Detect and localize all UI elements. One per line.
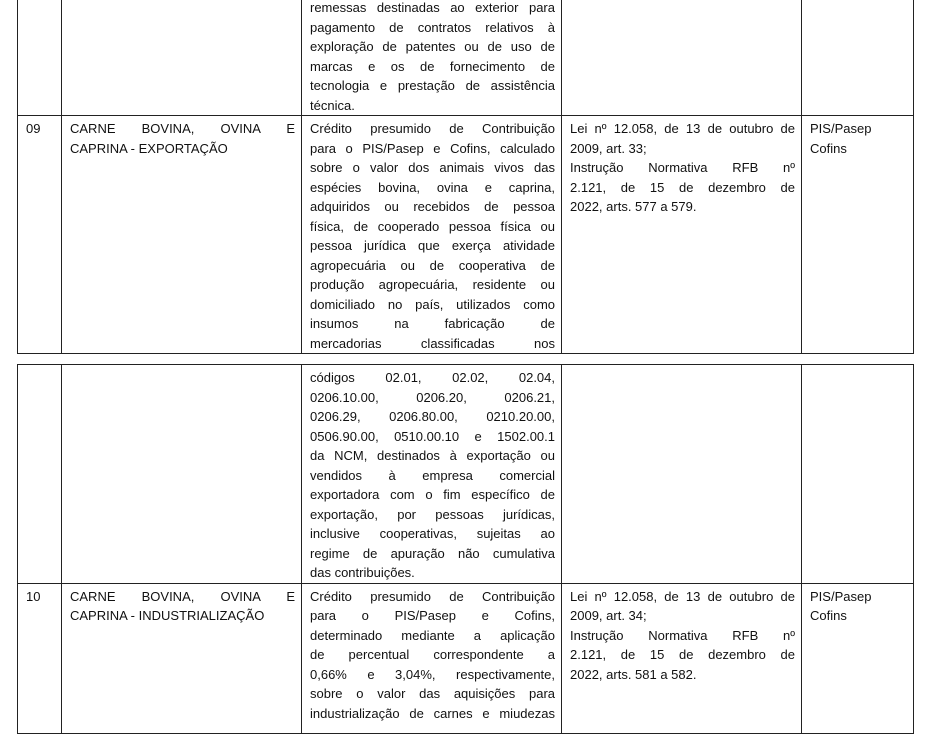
description-line: determinado mediante a aplicação: [310, 627, 555, 643]
legal-line: 2.121, de 15 de dezembro de: [570, 647, 795, 662]
product-cell: [62, 365, 302, 584]
description-line: agropecuária ou de cooperativa de: [310, 257, 555, 273]
description-line: 0,66% e 3,04%, respectivamente,: [310, 666, 555, 682]
table-row: [18, 583, 914, 733]
table-row: [18, 0, 914, 116]
description-line: exploração de patentes ou de uso de: [310, 39, 555, 54]
description-line: sobre o valor dos animais vivos das: [310, 160, 555, 175]
row-number: [18, 583, 62, 733]
tax-line: Cofins: [810, 608, 847, 623]
description-line: remessas destinadas ao exterior para: [310, 0, 555, 15]
legal-line: Instrução Normativa RFB nº: [570, 160, 795, 175]
description-cell: [302, 116, 562, 354]
description-line: pessoa jurídica que exerça atividade: [310, 238, 555, 253]
row-number-text: 10: [26, 588, 41, 604]
legal-line: Lei nº 12.058, de 13 de outubro de: [570, 121, 795, 136]
description-line: Crédito presumido de Contribuição: [310, 588, 555, 604]
product-line: CARNE BOVINA, OVINA E: [70, 588, 295, 604]
legal-line: 2.121, de 15 de dezembro de: [570, 179, 795, 195]
description-line: para o PIS/Pasep e Cofins, calculado: [310, 140, 555, 156]
description-line: espécies bovina, ovina e caprina,: [310, 179, 555, 195]
description-line: técnica.: [310, 97, 355, 113]
taxes-cell: [802, 0, 914, 116]
legal-line: 2022, arts. 581 a 582.: [570, 666, 697, 682]
tax-benefits-table-page-1: [17, 0, 914, 354]
description-line: exportação, por pessoas jurídicas,: [310, 506, 555, 522]
description-cell: [302, 0, 562, 116]
number-cell: [18, 0, 62, 116]
description-line: de percentual correspondente a: [310, 647, 555, 662]
description-line: sobre o valor das aquisições para: [310, 686, 555, 701]
product-cell: [62, 116, 302, 354]
description-line: códigos 02.01, 02.02, 02.04,: [310, 370, 555, 385]
description-line: adquiridos ou recebidos de pessoa: [310, 199, 555, 214]
table-row: [18, 365, 914, 584]
description-line: inclusive cooperativas, sujeitas ao: [310, 526, 555, 541]
product-line: CARNE BOVINA, OVINA E: [70, 121, 295, 136]
legal-basis-cell: [562, 365, 802, 584]
tax-line: Cofins: [810, 140, 847, 156]
description-line: regime de apuração não cumulativa: [310, 545, 555, 561]
description-line: mercadorias classificadas nos: [310, 335, 555, 351]
product-cell: [62, 583, 302, 733]
description-cell: [302, 365, 562, 584]
legal-line: 2009, art. 34;: [570, 608, 647, 623]
taxes-cell: [802, 116, 914, 354]
description-cell: [302, 583, 562, 733]
description-line: 0506.90.00, 0510.00.10 e 1502.00.1: [310, 428, 555, 444]
description-line: marcas e os de fornecimento de: [310, 58, 555, 74]
legal-basis-cell: [562, 116, 802, 354]
legal-line: Lei nº 12.058, de 13 de outubro de: [570, 588, 795, 604]
legal-basis-cell: [562, 0, 802, 116]
description-line: das contribuições.: [310, 565, 415, 580]
number-cell: [18, 365, 62, 584]
description-line: produção agropecuária, residente ou: [310, 277, 555, 292]
description-line: tecnologia e prestação de assistência: [310, 78, 555, 93]
legal-line: Instrução Normativa RFB nº: [570, 627, 795, 643]
description-line: industrialização de carnes e miudezas: [310, 705, 555, 721]
description-line: pagamento de contratos relativos à: [310, 19, 555, 35]
description-line: 0206.29, 0206.80.00, 0210.20.00,: [310, 409, 555, 424]
legal-basis-cell: [562, 583, 802, 733]
legal-line: 2009, art. 33;: [570, 140, 647, 156]
description-line: 0206.10.00, 0206.20, 0206.21,: [310, 389, 555, 405]
legal-line: 2022, arts. 577 a 579.: [570, 199, 697, 214]
tax-benefits-table-page-2: [17, 364, 914, 734]
tax-line: PIS/Pasep: [810, 588, 872, 604]
description-line: vendidos à empresa comercial: [310, 467, 555, 483]
row-number: [18, 116, 62, 354]
product-line: CAPRINA - INDUSTRIALIZAÇÃO: [70, 608, 265, 623]
description-line: Crédito presumido de Contribuição: [310, 121, 555, 136]
description-line: da NCM, destinados à exportação ou: [310, 448, 555, 463]
description-line: física, de cooperado pessoa física ou: [310, 218, 555, 234]
table-row: [18, 116, 914, 354]
tax-line: PIS/Pasep: [810, 121, 872, 136]
description-line: domiciliado no país, utilizados como: [310, 296, 555, 312]
product-line: CAPRINA - EXPORTAÇÃO: [70, 140, 228, 156]
description-line: insumos na fabricação de: [310, 316, 555, 331]
taxes-cell: [802, 365, 914, 584]
description-line: para o PIS/Pasep e Cofins,: [310, 608, 555, 623]
row-number-text: 09: [26, 121, 41, 136]
product-cell: [62, 0, 302, 116]
description-line: exportadora com o fim específico de: [310, 487, 555, 502]
taxes-cell: [802, 583, 914, 733]
